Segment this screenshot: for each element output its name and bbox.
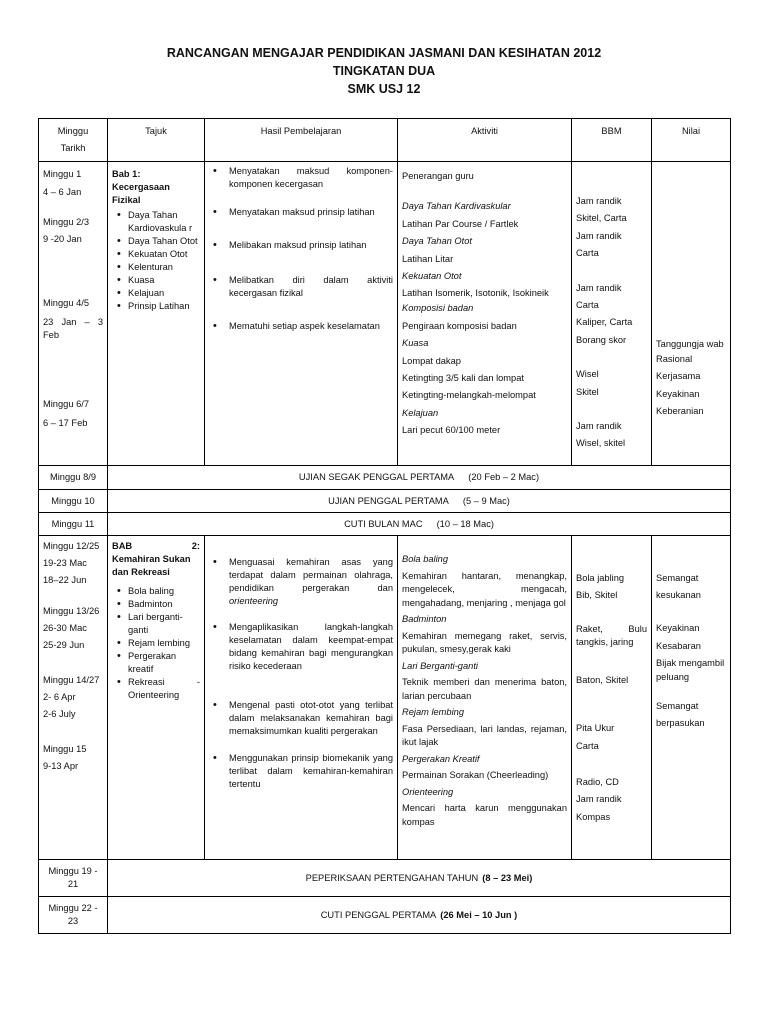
list-item: • Rekreasi - Orienteering bbox=[128, 676, 200, 702]
list-item: • Menggunakan prinsip biomekanik yang terlibat dalam kemahiran-kemahiran tertentu bbox=[229, 752, 393, 791]
list-item: • Prinsip Latihan bbox=[128, 300, 200, 313]
header-nilai: Nilai bbox=[652, 119, 731, 162]
week-cell: Minggu 19 - 21 bbox=[39, 860, 108, 897]
document-header bbox=[0, 44, 768, 98]
list-item: • Melibatkan diri dalam aktiviti kecergasan fizikal bbox=[229, 274, 393, 300]
table-row bbox=[39, 490, 731, 513]
outcome-list bbox=[209, 556, 393, 791]
merged-event-cell: UJIAN SEGAK PENGGAL PERTAMA (20 Feb – 2 Mac) bbox=[108, 466, 731, 490]
topic-subtitle: Kemahiran Sukan dan Rekreasi bbox=[112, 554, 191, 577]
list-item: • Menguasai kemahiran asas yang terdapat dalam permainan olahraga, pendidikan pergerakan dan orienteering bbox=[229, 556, 393, 608]
table-row bbox=[39, 162, 731, 466]
list-item: • Rejam lembing bbox=[128, 637, 200, 650]
list-item: • Kelenturan bbox=[128, 261, 200, 274]
merged-event-cell: UJIAN PENGGAL PERTAMA (5 – 9 Mac) bbox=[108, 490, 731, 513]
values-cell: Tanggungja wab Rasional Kerjasama Keyakinan Keberanian bbox=[652, 162, 731, 466]
merged-event-cell: CUTI BULAN MAC (10 – 18 Mac) bbox=[108, 513, 731, 536]
topic-title: BAB 2: bbox=[112, 541, 200, 551]
list-item: • Melibakan maksud prinsip latihan bbox=[229, 239, 393, 252]
topic-list bbox=[112, 209, 200, 313]
activities-cell: Penerangan guru Daya Tahan Kardivaskular Latihan Par Course / Fartlek Daya Tahan Otot Latihan Litar Kekuatan Otot Latihan Isomerik, Isotonik, Isokineik Komposisi badan Pengiraan komposisi badan Kuasa Lompat dakap Ketingting 3/5 kali dan lompat Ketingting-melangkah-melompat Kelajuan Lari pecut 60/100 meter bbox=[398, 162, 572, 466]
merged-event-cell: CUTI PENGGAL PERTAMA (26 Mei – 10 Jun ) bbox=[108, 897, 731, 934]
merged-event-cell: PEPERIKSAAN PERTENGAHAN TAHUN (8 – 23 Mei) bbox=[108, 860, 731, 897]
list-item: • Mengaplikasikan langkah-langkah keselamatan dalam keempat-empat bidang kemahiran bagi mengurangkan risiko kecederaan bbox=[229, 621, 393, 673]
week-cell: Minggu 8/9 bbox=[39, 466, 108, 490]
header-hasil: Hasil Pembelajaran bbox=[205, 119, 398, 162]
week-cell: Minggu 11 bbox=[39, 513, 108, 536]
list-item: • Mematuhi setiap aspek keselamatan bbox=[229, 320, 393, 333]
list-item: • Daya Tahan Otot bbox=[128, 235, 200, 248]
table-row bbox=[39, 536, 731, 860]
teaching-plan-table bbox=[38, 118, 731, 934]
table-row bbox=[39, 860, 731, 897]
topic-list bbox=[112, 585, 200, 702]
bbm-cell: Bola jabling Bib, Skitel Raket, Bulu tangkis, jaring Baton, Skitel Pita Ukur Carta Radio, CD Jam randik Kompas bbox=[572, 536, 652, 860]
list-item: • Kuasa bbox=[128, 274, 200, 287]
header-minggu: Minggu Tarikh bbox=[39, 119, 108, 162]
week-cell: Minggu 22 - 23 bbox=[39, 897, 108, 934]
topic-title: Bab 1: bbox=[112, 169, 141, 179]
list-item: • Bola baling bbox=[128, 585, 200, 598]
table-row bbox=[39, 513, 731, 536]
topic-subtitle: Kecergasaan Fizikal bbox=[112, 182, 170, 205]
week-cell: Minggu 12/25 19-23 Mac 18–22 Jun Minggu 13/26 26-30 Mac 25-29 Jun Minggu 14/27 2- 6 Apr 2-6 July Minggu 15 9-13 Apr bbox=[39, 536, 108, 860]
outcome-list bbox=[209, 165, 393, 333]
bbm-cell: Jam randik Skitel, Carta Jam randik Carta Jam randik Carta Kaliper, Carta Borang skor Wisel Skitel Jam randik Wisel, skitel bbox=[572, 162, 652, 466]
header-bbm: BBM bbox=[572, 119, 652, 162]
outcomes-cell bbox=[205, 536, 398, 860]
list-item: • Kekuatan Otot bbox=[128, 248, 200, 261]
document-form: TINGKATAN DUA bbox=[332, 64, 436, 78]
table-row bbox=[39, 466, 731, 490]
list-item: • Mengenal pasti otot-otot yang terlibat dalam melaksanakan kemahiran bagi memaksimumkan kualiti pergerakan bbox=[229, 699, 393, 738]
outcomes-cell bbox=[205, 162, 398, 466]
document-school: SMK USJ 12 bbox=[347, 82, 421, 96]
list-item: • Daya Tahan Kardiovaskula r bbox=[128, 209, 200, 235]
list-item: • Kelajuan bbox=[128, 287, 200, 300]
table-row bbox=[39, 897, 731, 934]
topic-cell bbox=[108, 536, 205, 860]
list-item: • Menyatakan maksud komponen-komponen kecergasan bbox=[229, 165, 393, 191]
topic-cell bbox=[108, 162, 205, 466]
list-item: • Pergerakan kreatif bbox=[128, 650, 200, 676]
list-item: • Lari berganti-ganti bbox=[128, 611, 200, 637]
week-cell: Minggu 1 4 – 6 Jan Minggu 2/3 9 -20 Jan Minggu 4/5 23 Jan – 3 Feb Minggu 6/7 6 – 17 Feb bbox=[39, 162, 108, 466]
header-tajuk: Tajuk bbox=[108, 119, 205, 162]
values-cell: Semangat kesukanan Keyakinan Kesabaran Bijak mengambil peluang Semangat berpasukan bbox=[652, 536, 731, 860]
week-cell: Minggu 10 bbox=[39, 490, 108, 513]
table-header-row bbox=[39, 119, 731, 162]
list-item: • Badminton bbox=[128, 598, 200, 611]
activities-cell: Bola baling Kemahiran hantaran, menangkap, mengelecek, mengacah, mengahadang, menjaring , menjaga gol Badminton Kemahiran memegang raket, servis, pukulan, smesy,gerak kaki Lari Berganti-ganti Teknik memberi dan menerima baton, larian percubaan Rejam lembing Fasa Persediaan, lari landas, rejaman, ikut lajak Pergerakan Kreatif Permainan Sorakan (Cheerleading) Orienteering Mencari harta karun menggunakan kompas bbox=[398, 536, 572, 860]
header-aktiviti: Aktiviti bbox=[398, 119, 572, 162]
document-title: RANCANGAN MENGAJAR PENDIDIKAN JASMANI DAN KESIHATAN 2012 bbox=[166, 46, 602, 60]
list-item: • Menyatakan maksud prinsip latihan bbox=[229, 206, 393, 219]
